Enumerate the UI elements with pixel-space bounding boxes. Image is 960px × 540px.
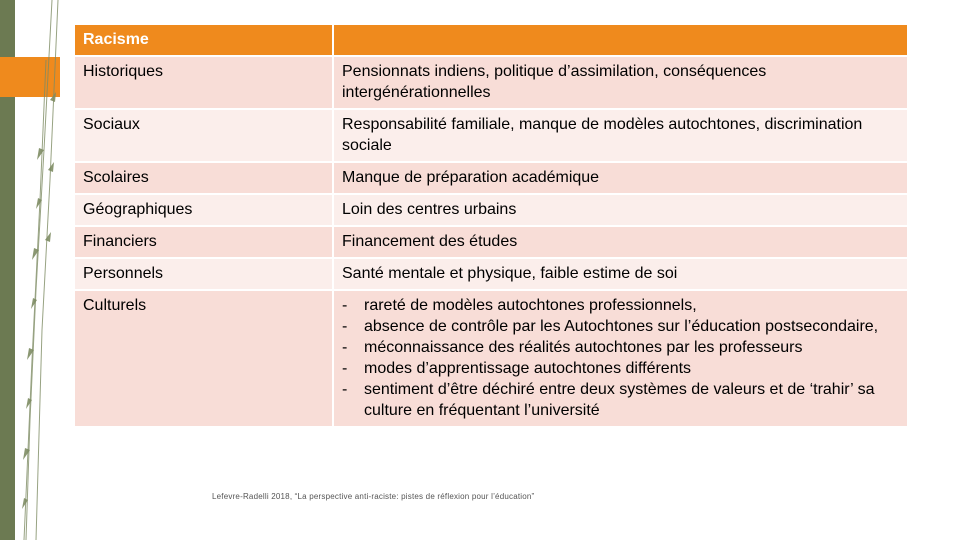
list-item — [342, 379, 899, 421]
list-item-text: sentiment d’être déchiré entre deux systèmes de valeurs et de ‘trahir’ sa culture en fréquentant l’université — [364, 381, 875, 419]
racisme-table — [73, 23, 909, 428]
bullet-dash: - — [342, 318, 348, 335]
table-row — [74, 109, 908, 162]
table-row — [74, 226, 908, 258]
table-row — [74, 194, 908, 226]
table-row-culturels — [74, 290, 908, 427]
row-category: Culturels — [74, 290, 333, 427]
bullet-dash: - — [342, 339, 348, 356]
bullet-dash: - — [342, 381, 348, 398]
row-description-list — [333, 290, 908, 427]
citation-footnote: Lefevre-Radelli 2018, “La perspective anti-raciste: pistes de réflexion pour l’éducation” — [212, 492, 535, 501]
list-item — [342, 337, 899, 358]
row-category: Historiques — [74, 56, 333, 109]
bullet-dash: - — [342, 360, 348, 377]
table-row — [74, 56, 908, 109]
row-description: Loin des centres urbains — [333, 194, 908, 226]
list-item — [342, 295, 899, 316]
row-category: Financiers — [74, 226, 333, 258]
table-header-row — [74, 24, 908, 56]
header-empty — [333, 24, 908, 56]
table-row — [74, 162, 908, 194]
bullet-dash: - — [342, 297, 348, 314]
list-item-text: rareté de modèles autochtones professionnels, — [364, 297, 697, 314]
row-description: Santé mentale et physique, faible estime de soi — [333, 258, 908, 290]
list-item-text: méconnaissance des réalités autochtones par les professeurs — [364, 339, 803, 356]
table-row — [74, 258, 908, 290]
culturels-list — [342, 295, 899, 421]
list-item — [342, 358, 899, 379]
list-item-text: absence de contrôle par les Autochtones sur l’éducation postsecondaire, — [364, 318, 879, 335]
row-description: Pensionnats indiens, politique d’assimilation, conséquences intergénérationnelles — [333, 56, 908, 109]
row-category: Géographiques — [74, 194, 333, 226]
row-description: Manque de préparation académique — [333, 162, 908, 194]
row-category: Personnels — [74, 258, 333, 290]
header-title: Racisme — [74, 24, 333, 56]
list-item-text: modes d’apprentissage autochtones différents — [364, 360, 692, 377]
row-description: Responsabilité familiale, manque de modèles autochtones, discrimination sociale — [333, 109, 908, 162]
row-category: Sociaux — [74, 109, 333, 162]
row-description: Financement des études — [333, 226, 908, 258]
list-item — [342, 316, 899, 337]
row-category: Scolaires — [74, 162, 333, 194]
